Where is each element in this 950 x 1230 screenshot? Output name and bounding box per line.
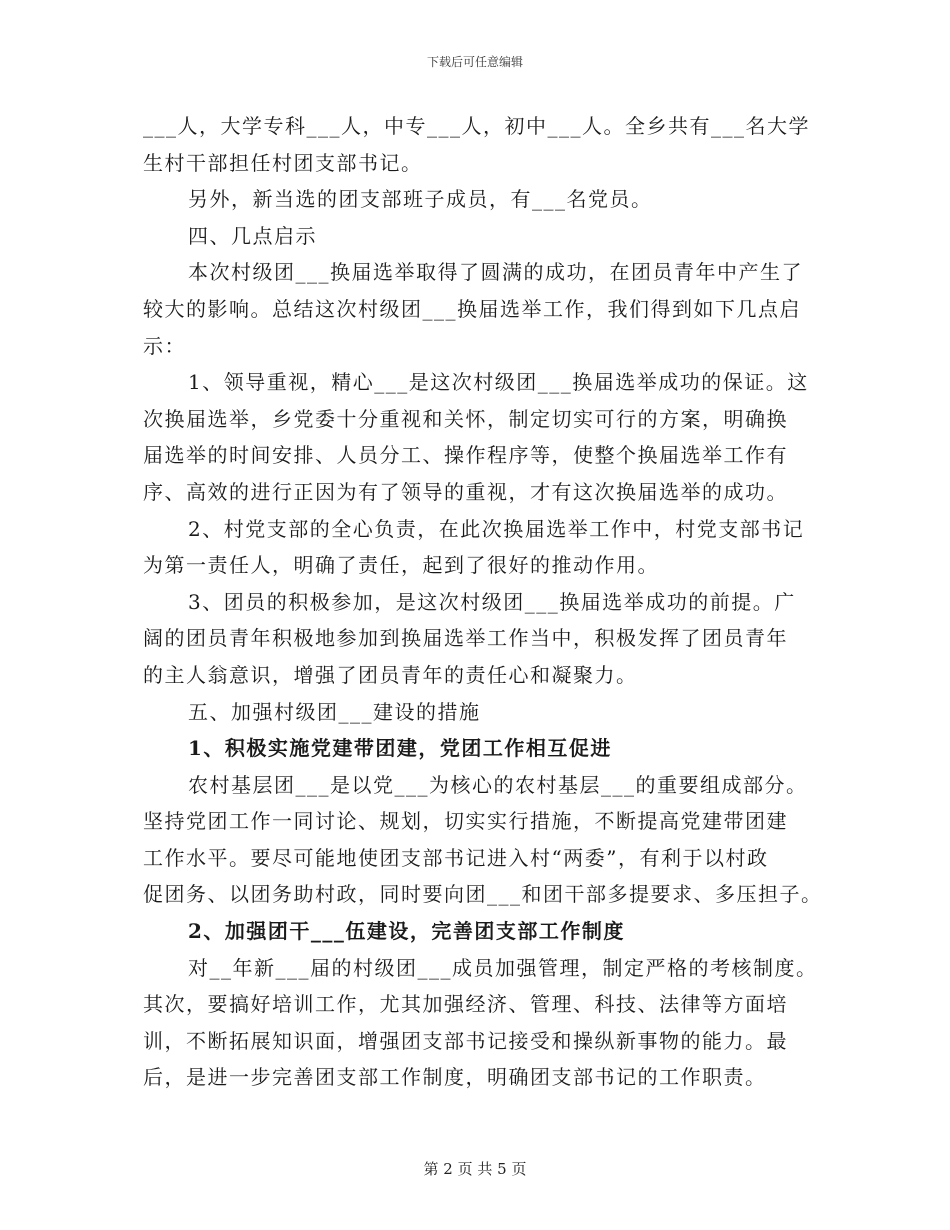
body-line: 工作水平。要尽可能地使团支部书记进入村“两委”，有利于以村政: [143, 845, 769, 870]
body-line: 2、村党支部的全心负责，在此次换届选举工作中，村党支部书记: [188, 516, 805, 541]
body-line: 的主人翁意识，增强了团员青年的责任心和凝聚力。: [143, 662, 638, 687]
subsection-heading: 1、积极实施党建带团建，党团工作相互促进: [188, 736, 612, 761]
body-line: 示：: [143, 333, 186, 358]
body-line: 3、团员的积极参加，是这次村级团___换届选举成功的前提。广: [188, 589, 796, 614]
body-line: 次换届选举，乡党委十分重视和关怀，制定切实可行的方案，明确换: [143, 406, 788, 431]
body-line: 另外，新当选的团支部班子成员，有___名党员。: [188, 187, 653, 212]
body-line: 生村干部担任村团支部书记。: [143, 150, 423, 175]
body-line: 其次，要搞好培训工作，尤其加强经济、管理、科技、法律等方面培: [143, 992, 788, 1017]
body-line: 本次村级团___换届选举取得了圆满的成功，在团员青年中产生了: [188, 260, 803, 285]
body-line: 坚持党团工作一同讨论、规划，切实实行措施，不断提高党建带团建: [143, 809, 788, 834]
section-heading: 四、几点启示: [188, 223, 317, 248]
section-heading: 五、加强村级团___建设的措施: [188, 699, 481, 724]
body-line: 后，是进一步完善团支部工作制度，明确团支部书记的工作职责。: [143, 1065, 767, 1090]
body-line: 较大的影响。总结这次村级团___换届选举工作，我们得到如下几点启: [143, 296, 801, 321]
page-footer: 第 2 页 共 5 页: [423, 1160, 527, 1178]
body-line: 1、领导重视，精心___是这次村级团___换届选举成功的保证。这: [188, 370, 809, 395]
body-line: 训，不断拓展知识面，增强团支部书记接受和操纵新事物的能力。最: [143, 1028, 788, 1053]
subsection-heading: 2、加强团干___伍建设，完善团支部工作制度: [188, 919, 625, 944]
document-body: [143, 108, 823, 1096]
body-line: 阔的团员青年积极地参加到换届选举工作当中，积极发挥了团员青年: [143, 626, 788, 651]
body-line: 对__年新___届的村级团___成员加强管理，制定严格的考核制度。: [188, 955, 818, 980]
body-line: 为第一责任人，明确了责任，起到了很好的推动作用。: [143, 553, 659, 578]
body-line: 促团务、以团务助村政，同时要向团___和团干部多提要求、多压担子。: [143, 882, 823, 907]
body-line: 农村基层团___是以党___为核心的农村基层___的重要组成部分。: [188, 772, 808, 797]
body-line: 序、高效的进行正因为有了领导的重视，才有这次换届选举的成功。: [143, 479, 788, 504]
body-line: ___人，大学专科___人，中专___人，初中___人。全乡共有___名大学: [143, 114, 810, 138]
page-header: 下载后可任意编辑: [426, 55, 523, 69]
body-line: 届选举的时间安排、人员分工、操作程序等，使整个换届选举工作有: [143, 443, 788, 468]
